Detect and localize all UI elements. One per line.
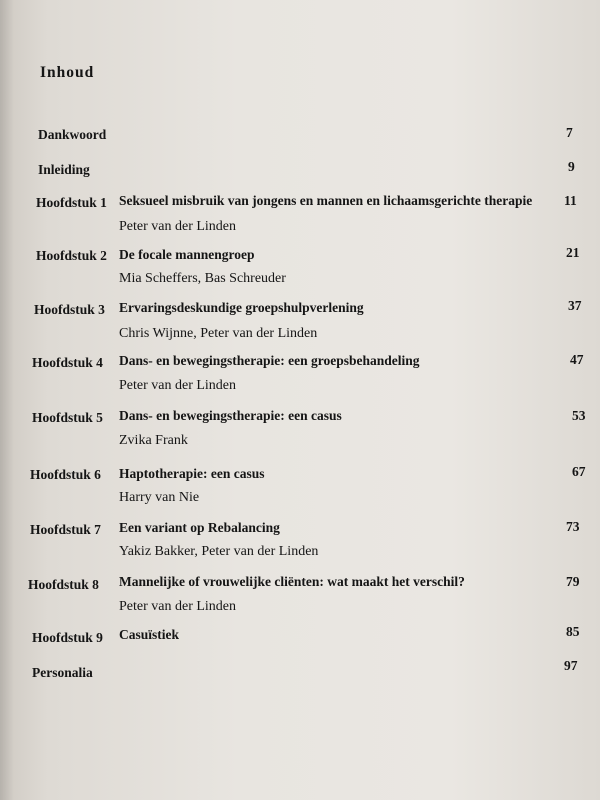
toc-entry-title: De focale mannengroep	[119, 247, 255, 262]
toc-entry-label: Personalia	[32, 665, 93, 680]
toc-entry-page: 11	[564, 193, 577, 208]
toc-entry-label: Hoofdstuk 8	[28, 577, 99, 592]
toc-entry-authors: Harry van Nie	[119, 490, 200, 505]
toc-entry-title: Dans- en bewegingstherapie: een groepsbehandeling	[119, 353, 420, 368]
toc-entry-label: Hoofdstuk 1	[36, 195, 107, 210]
toc-entry-label: Hoofdstuk 2	[36, 248, 107, 263]
toc-entry-page: 85	[566, 624, 580, 639]
toc-entry-authors: Peter van der Linden	[119, 219, 237, 234]
toc-entry-authors: Peter van der Linden	[119, 599, 237, 614]
toc-entry-page: 21	[566, 245, 580, 260]
toc-entry-page: 37	[568, 298, 582, 313]
toc-entry-title: Seksueel misbruik van jongens en mannen en lichaamsgerichte therapie	[119, 193, 533, 208]
toc-entry-title: Ervaringsdeskundige groepshulpverlening	[119, 300, 364, 315]
toc-entry-title: Een variant op Rebalancing	[119, 520, 280, 535]
toc-entry-page: 7	[566, 125, 573, 140]
toc-entry-page: 97	[564, 658, 578, 673]
toc-entry-label: Hoofdstuk 7	[30, 522, 101, 537]
toc-entry-page: 53	[572, 408, 586, 423]
toc-entry-authors: Yakiz Bakker, Peter van der Linden	[119, 544, 319, 559]
toc-entry-title: Mannelijke of vrouwelijke cliënten: wat maakt het verschil?	[119, 574, 465, 589]
toc-entry-label: Hoofdstuk 5	[32, 410, 103, 425]
toc-entry-page: 9	[568, 159, 575, 174]
toc-entry-page: 73	[566, 519, 580, 534]
toc-entry-label: Hoofdstuk 3	[34, 302, 105, 317]
toc-heading: Inhoud	[40, 64, 95, 81]
toc-entry-title: Haptotherapie: een casus	[119, 466, 265, 481]
toc-entry-authors: Zvika Frank	[119, 433, 188, 448]
toc-entry-page: 67	[572, 464, 586, 479]
toc-entry-label: Hoofdstuk 9	[32, 630, 103, 645]
toc-entry-page: 47	[570, 352, 584, 367]
toc-entry-label: Hoofdstuk 4	[32, 355, 103, 370]
toc-entry-page: 79	[566, 574, 580, 589]
toc-entry-title: Casuïstiek	[119, 627, 180, 642]
toc-entry-title: Dans- en bewegingstherapie: een casus	[119, 408, 342, 423]
toc-entry-authors: Mia Scheffers, Bas Schreuder	[119, 271, 286, 286]
toc-entry-label: Dankwoord	[38, 127, 107, 142]
toc-entry-label: Hoofdstuk 6	[30, 467, 101, 482]
toc-entry-label: Inleiding	[38, 162, 90, 177]
toc-entry-authors: Peter van der Linden	[119, 378, 237, 393]
toc-entry-authors: Chris Wijnne, Peter van der Linden	[119, 326, 318, 341]
page-shadow	[0, 0, 14, 800]
